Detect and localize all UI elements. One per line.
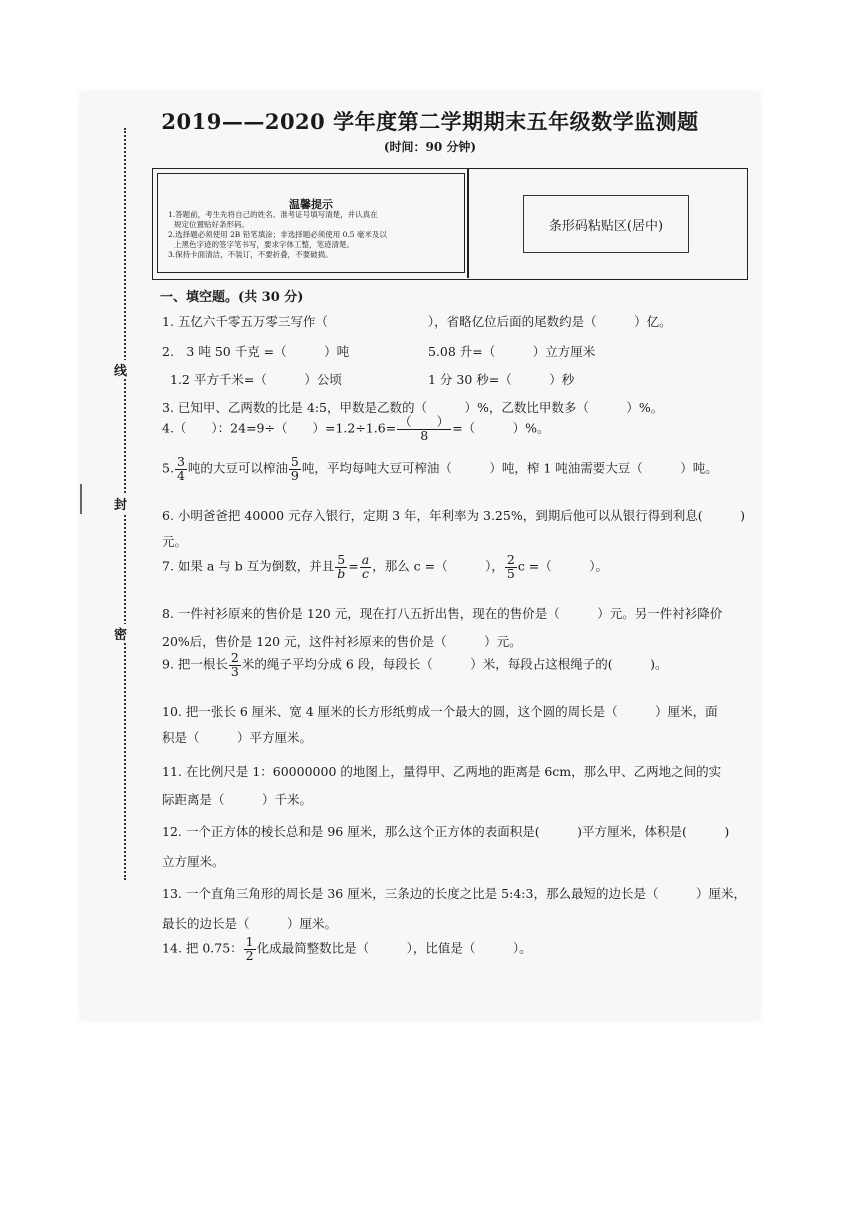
notice-box [152,168,748,280]
fraction-numerator: 1 [245,934,254,949]
binding-label-feng: 封 [114,494,127,513]
question-2-a: 2. 3 吨 50 千克 =（ ）吨 [162,344,350,359]
question-12-a: 12. 一个正方体的棱长总和是 96 厘米，那么这个正方体的表面积是( )平方厘米，体积是( ) [162,824,730,839]
fraction-numerator: 2 [230,650,239,665]
fraction-denominator: 3 [230,663,239,679]
question-13-b: 最长的边长是（ ）厘米。 [162,916,338,931]
question-7-middle: ，那么 c =（ ）， [372,558,504,574]
fraction-numerator: （ ） [399,414,450,429]
binding-label-mi: 密 [114,624,127,643]
notice-panel [157,173,465,273]
question-1: 1. 五亿六千零五万零三写作（ ），省略亿位后面的尾数约是（ ）亿。 [162,314,672,329]
question-5-number: 5. [162,460,174,476]
margin-mark [80,484,82,514]
fraction-5-b [335,554,347,580]
fraction-numerator: 5 [335,554,347,568]
question-5-tail: 吨，平均每吨大豆可榨油（ ）吨，榨 1 吨油需要大豆（ ）吨。 [301,460,718,476]
fraction-2-5 [505,554,517,580]
question-4 [162,416,550,442]
exam-duration: (时间：90 分钟) [383,140,477,154]
fraction-denominator: b [337,565,346,581]
fraction-a-c [360,554,371,580]
fraction-denominator: 4 [176,467,185,483]
fraction-5-9 [289,456,301,482]
question-2-d: 1 分 30 秒=（ ）秒 [428,372,575,387]
fraction-numerator: 5 [290,454,299,469]
question-11-a: 11. 在比例尺是 1：60000000 的地图上，量得甲、乙两地的距离是 6cm，那么甲、乙两地之间的实 [162,764,722,779]
notice-line: 规定位置贴好条形码。 [174,220,249,229]
question-4-text: 4.（ ）：24=9÷（ ）=1.2÷1.6= [162,420,397,436]
notice-line: 上黑色字迹的签字笔书写，要求字体工整，笔迹清楚。 [174,240,354,249]
question-2-c: 1.2 平方千米=（ ）公顷 [170,372,342,387]
question-8-a: 8. 一件衬衫原来的售价是 120 元，现在打八五折出售，现在的售价是（ ）元。另一件衬衫降价 [162,606,723,621]
exam-title: 2019——2020 学年度第二学期期末五年级数学监测题 [161,109,699,134]
question-7 [162,554,608,580]
question-6-b: 元。 [162,534,188,549]
question-5 [162,456,718,482]
notice-line: 3.保持卡面清洁，不装订，不要折叠，不要破损。 [168,250,333,259]
question-12-b: 立方厘米。 [162,854,225,869]
question-4-fraction [397,416,451,442]
question-10-a: 10. 把一张长 6 厘米、宽 4 厘米的长方形纸剪成一个最大的圆，这个圆的周长是（ ）厘米，面 [162,704,718,719]
fraction-numerator: 3 [176,454,185,469]
question-5-text: 吨的大豆可以榨油 [187,460,288,476]
fraction-denominator: 9 [290,467,299,483]
question-13-a: 13. 一个直角三角形的周长是 36 厘米，三条边的长度之比是 5:4:3，那么最短的边长是（ ）厘米， [162,886,746,901]
fraction-denominator: 5 [506,565,515,581]
question-4-tail: =（ ）%。 [452,420,550,436]
question-6-a: 6. 小明爸爸把 40000 元存入银行，定期 3 年，年利率为 3.25%，到期后他可以从银行得到利息( ) [162,508,745,523]
question-8-b: 20%后，售价是 120 元，这件衬衫原来的售价是（ ）元。 [162,634,522,649]
fraction-numerator: a [361,552,370,567]
question-7-tail: c =（ ）。 [517,558,609,574]
fraction-denominator: c [361,565,369,581]
fraction-2-3 [229,652,241,678]
section-heading: 一、填空题。(共 30 分) [160,290,304,305]
notice-title: 温馨提示 [289,198,333,211]
equals-sign: = [348,558,359,574]
fraction-1-2 [244,936,256,962]
fraction-denominator: 2 [245,947,254,963]
question-14 [162,936,532,962]
question-7-text: 7. 如果 a 与 b 互为倒数，并且 [162,558,335,574]
question-14-text: 14. 把 0.75： [162,940,243,956]
question-9-tail: 米的绳子平均分成 6 段，每段长（ ）米，每段占这根绳子的( )。 [241,656,668,672]
question-2-b: 5.08 升=（ ）立方厘米 [428,344,596,359]
notice-lines [168,210,460,260]
question-9-text: 9. 把一根长 [162,656,228,672]
barcode-area: 条形码粘贴区(居中) [523,195,689,253]
question-11-b: 际距离是（ ）千米。 [162,792,313,807]
fraction-numerator: 2 [506,552,515,567]
question-3: 3. 已知甲、乙两数的比是 4:5，甲数是乙数的（ ）%，乙数比甲数多（ ）%。 [162,400,664,415]
binding-label-xian: 线 [114,360,127,379]
question-9 [162,652,668,678]
notice-line: 1.答题前，考生先将自己的姓名、准考证号填写清楚，并认真在 [168,210,378,219]
fraction-denominator: 8 [420,427,429,443]
notice-line: 2.选择题必须使用 2B 铅笔填涂；非选择题必须使用 0.5 毫米及以 [168,230,387,239]
question-14-tail: 化成最简整数比是（ ），比值是（ ）。 [256,940,532,956]
question-10-b: 积是（ ）平方厘米。 [162,730,313,745]
fraction-3-4 [175,456,187,482]
notice-divider [467,169,469,278]
